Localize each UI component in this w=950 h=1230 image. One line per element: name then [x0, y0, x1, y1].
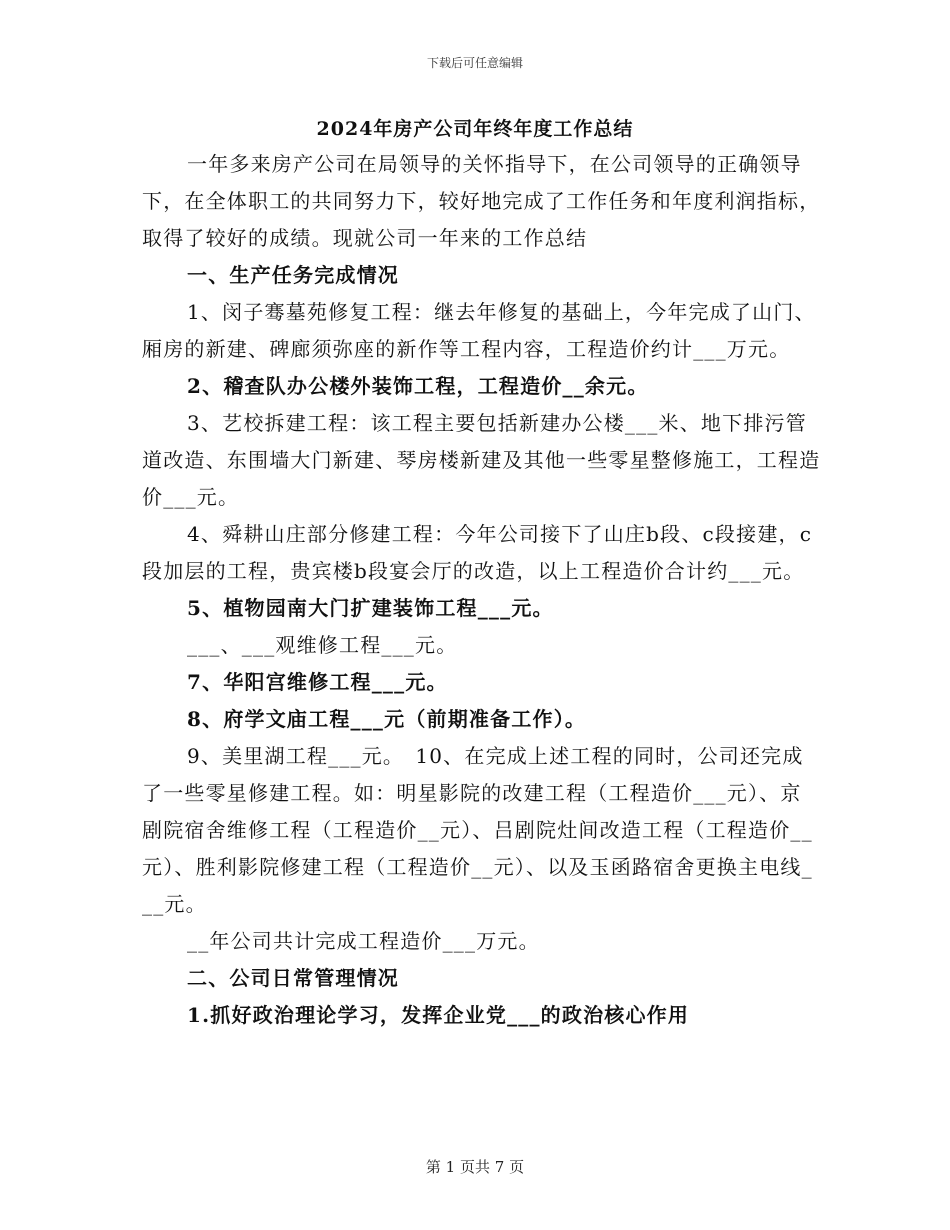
- list-item-9-10: 9、美里湖工程___元。 10、在完成上述工程的同时，公司还完成了一些零星修建工程。如：明星影院的改建工程（工程造价___元）、京剧院宿舍维修工程（工程造价__元）、吕剧院灶间改造工程（工程造价__元）、胜利影院修建工程（工程造价__元）、以及玉函路宿舍更换主电线___元。: [142, 744, 813, 916]
- list-item-1: 1、闵子骞墓苑修复工程：继去年修复的基础上，今年完成了山门、厢房的新建、碑廊须弥座的新作等工程内容，工程造价约计___万元。: [142, 300, 816, 361]
- list-item-2: 2、稽查队办公楼外装饰工程，工程造价__余元。: [187, 374, 649, 398]
- subsection-heading-political-study: 1.抓好政治理论学习，发挥企业党___的政治核心作用: [187, 1003, 690, 1027]
- document-title: 2024年房产公司年终年度工作总结: [316, 118, 634, 140]
- list-item-6: ___、___观维修工程___元。: [187, 633, 458, 657]
- list-item-4: 4、舜耕山庄部分修建工程：今年公司接下了山庄b段、c段接建，c段加层的工程，贵宾楼b段宴会厅的改造，以上工程造价合计约___元。: [142, 522, 813, 583]
- list-item-8: 8、府学文庙工程___元（前期准备工作）。: [187, 707, 587, 731]
- document-body: [142, 146, 822, 1034]
- list-item-3: 3、艺校拆建工程：该工程主要包括新建办公楼___米、地下排污管道改造、东围墙大门新建、琴房楼新建及其他一些零星整修施工，工程造价___元。: [142, 411, 821, 509]
- list-item-5: 5、植物园南大门扩建装饰工程___元。: [187, 596, 554, 620]
- page-number: 第 1 页共 7 页: [425, 1158, 525, 1176]
- section-heading-production: 一、生产任务完成情况: [187, 263, 399, 287]
- paragraph-intro: 一年多来房产公司在局领导的关怀指导下，在公司领导的正确领导下，在全体职工的共同努力下，较好地完成了工作任务和年度利润指标，取得了较好的成绩。现就公司一年来的工作总结: [142, 152, 821, 250]
- section-heading-management: 二、公司日常管理情况: [187, 966, 399, 990]
- page-header-note: 下载后可任意编辑: [426, 56, 523, 70]
- annual-total: __年公司共计完成工程造价___万元。: [187, 929, 540, 953]
- list-item-7: 7、华阳宫维修工程___元。: [187, 670, 448, 694]
